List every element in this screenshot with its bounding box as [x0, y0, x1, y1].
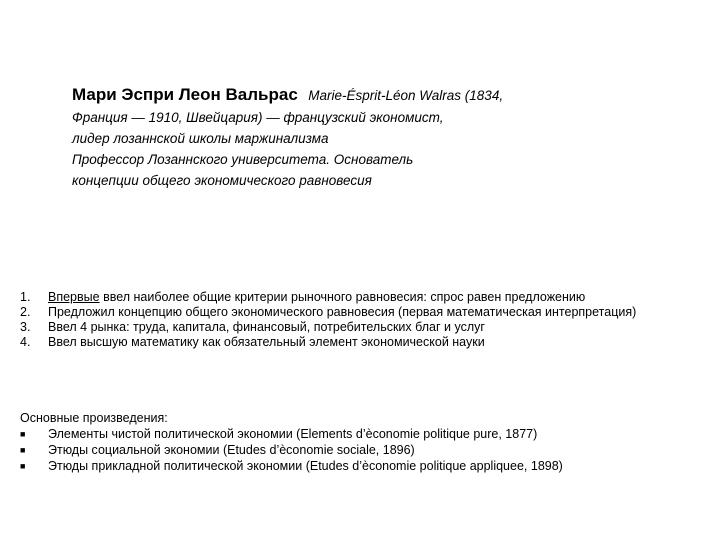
bio-line: лидер лозаннской школы маржинализма	[72, 131, 329, 146]
item-text: Ввел высшую математику как обязательный элемент экономической науки	[48, 335, 485, 349]
works-list	[20, 426, 710, 474]
item-number: 2.	[20, 305, 31, 319]
item-number: 3.	[20, 320, 31, 334]
square-bullet-icon: ■	[20, 461, 26, 471]
name-latin: Marie-Ésprit-Léon Walras (1834,	[308, 88, 504, 103]
work-title: Этюды социальной экономии (Etudes d’èconomie sociale, 1896)	[48, 443, 415, 457]
work-title: Элементы чистой политической экономии (Elements d’èconomie politique pure, 1877)	[48, 427, 538, 441]
list-item	[20, 305, 700, 320]
bio-line: Профессор Лозаннского университета. Основатель	[72, 152, 414, 167]
works-section	[20, 410, 710, 474]
list-item	[20, 458, 710, 474]
name-russian: Мари Эспри Леон Вальрас	[72, 85, 298, 104]
item-text: ввел наиболее общие критерии рыночного равновесия: спрос равен предложению	[99, 290, 586, 304]
biography-header	[72, 84, 632, 191]
item-text: Ввел 4 рынка: труда, капитала, финансовый, потребительских благ и услуг	[48, 320, 485, 334]
square-bullet-icon: ■	[20, 429, 26, 439]
square-bullet-icon: ■	[20, 445, 26, 455]
item-text: Предложил концепцию общего экономического равновесия (первая математическая интерпретация)	[48, 305, 637, 319]
bio-line: Франция — 1910, Швейцария) — французский экономист,	[72, 110, 444, 125]
list-item	[20, 320, 700, 335]
list-item	[20, 290, 700, 305]
bio-line: концепции общего экономического равновесия	[72, 173, 372, 188]
item-number: 4.	[20, 335, 31, 349]
list-item	[20, 335, 700, 350]
works-title: Основные произведения:	[20, 411, 168, 425]
header-name-line	[72, 84, 632, 107]
item-lead-word: Впервые	[48, 290, 100, 304]
item-number: 1.	[20, 290, 31, 304]
work-title: Этюды прикладной политической экономии (Etudes d’èconomie politique appliquee, 1898)	[48, 459, 563, 473]
list-item	[20, 442, 710, 458]
achievements-list	[20, 290, 700, 350]
list-item	[20, 426, 710, 442]
